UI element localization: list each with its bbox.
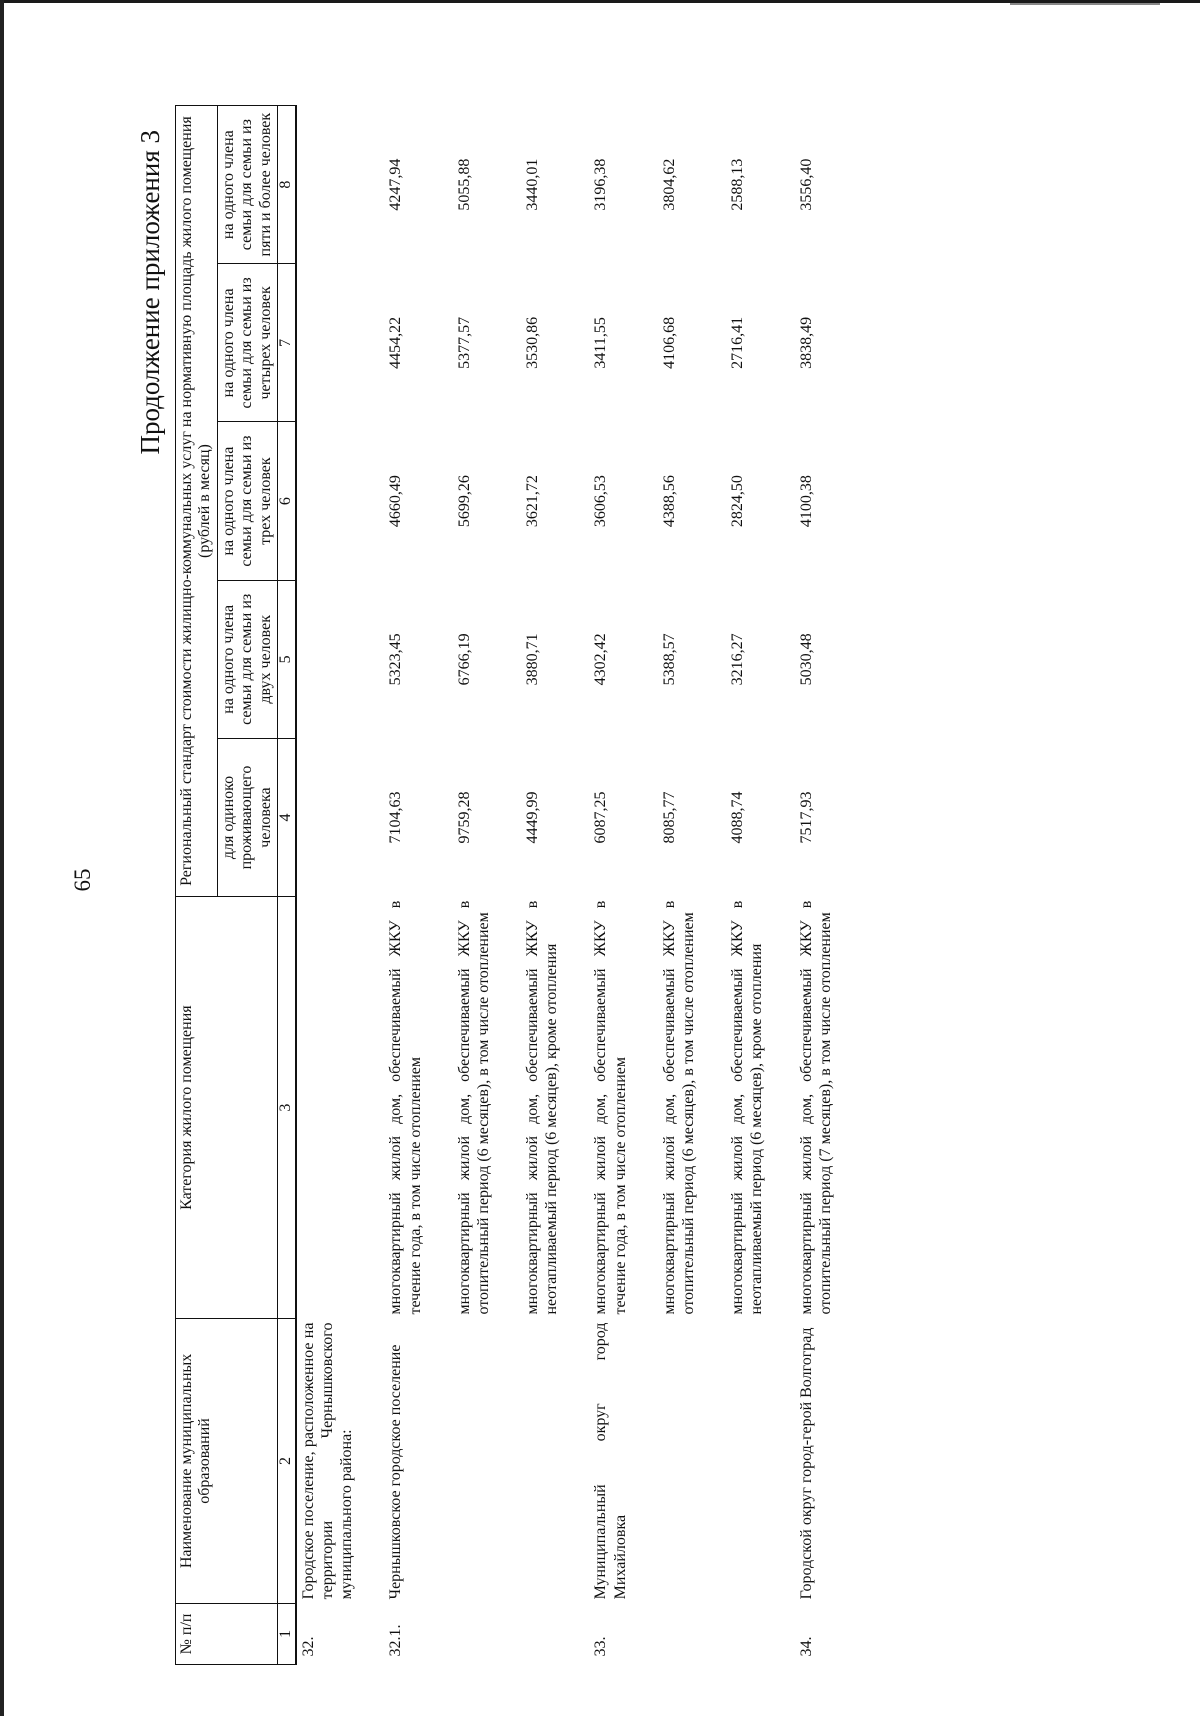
row-spacer bbox=[427, 106, 453, 1665]
row-spacer bbox=[632, 106, 658, 1665]
row-value-cell: 7517,93 bbox=[797, 791, 815, 844]
row-value-cell: 4388,56 bbox=[660, 475, 678, 528]
row-municipality bbox=[726, 1319, 768, 1604]
column-number: 1 bbox=[277, 1603, 295, 1664]
row-spacer bbox=[563, 106, 589, 1665]
page-number: 65 bbox=[70, 868, 95, 892]
rotated-document-page bbox=[50, 70, 1170, 1690]
row-value-cell: 3880,71 bbox=[524, 633, 542, 686]
header-col8: на одного члена семьи для семьи из пяти и более человек bbox=[217, 106, 277, 264]
row-category bbox=[296, 897, 359, 1319]
row-value-cell: 3838,49 bbox=[797, 316, 815, 369]
row-value-cell: 4454,22 bbox=[387, 316, 405, 369]
header-standard-title: Региональный стандарт стоимости жилищно-коммунальных услуг на нормативную площадь жилого помещения bbox=[178, 116, 195, 886]
row-value-cell bbox=[296, 422, 359, 580]
table-row bbox=[658, 106, 700, 1665]
row-spacer bbox=[358, 106, 384, 1665]
row-value-cell: 9759,28 bbox=[455, 791, 473, 844]
row-number: 32. bbox=[299, 1636, 317, 1657]
row-value-cell: 2824,50 bbox=[729, 475, 747, 528]
header-col6: на одного члена семьи для семьи из трех человек bbox=[217, 422, 277, 580]
table-row bbox=[384, 106, 426, 1665]
row-value-cell: 5388,57 bbox=[660, 633, 678, 686]
row-spacer-cell bbox=[495, 106, 521, 1665]
row-spacer-cell bbox=[632, 106, 658, 1665]
row-value-cell: 4247,94 bbox=[387, 158, 405, 211]
row-category: многоквартирный жилой дом, обеспечиваемый ЖКУ в неотапливаемый период (6 месяцев), кроме отопления bbox=[524, 900, 561, 1315]
row-value-cell: 4302,42 bbox=[592, 633, 610, 686]
row-number: 32.1. bbox=[387, 1624, 405, 1657]
scan-border-fragment bbox=[1010, 3, 1160, 5]
row-municipality bbox=[521, 1319, 563, 1604]
row-municipality: Чернышковское городское поселение bbox=[387, 1344, 405, 1600]
row-spacer-cell bbox=[358, 106, 384, 1665]
row-value-cell: 4088,74 bbox=[729, 791, 747, 844]
row-number bbox=[453, 1603, 495, 1664]
row-value-cell: 5055,88 bbox=[455, 158, 473, 211]
row-spacer-cell bbox=[427, 106, 453, 1665]
row-value-cell: 3556,40 bbox=[797, 158, 815, 211]
header-col7: на одного члена семьи для семьи из четырех человек bbox=[217, 264, 277, 422]
row-value-cell: 3440,01 bbox=[524, 158, 542, 211]
column-number: 4 bbox=[277, 738, 295, 896]
row-value-cell: 3216,27 bbox=[729, 633, 747, 686]
row-value-cell: 5030,48 bbox=[797, 633, 815, 686]
row-municipality bbox=[453, 1319, 495, 1604]
row-value-cell: 5323,45 bbox=[387, 633, 405, 686]
column-number: 5 bbox=[277, 580, 295, 738]
table-row bbox=[795, 106, 837, 1665]
row-category: многоквартирный жилой дом, обеспечиваемый ЖКУ в неотапливаемый период (6 месяцев), кроме отопления bbox=[729, 900, 766, 1315]
header-standard-group bbox=[176, 106, 218, 897]
header-col4: для одиноко проживающего человека bbox=[217, 738, 277, 896]
row-value-cell bbox=[296, 106, 359, 264]
row-value-cell: 6087,25 bbox=[592, 791, 610, 844]
housing-cost-standard-table bbox=[175, 105, 837, 1665]
table-row bbox=[296, 106, 359, 1665]
row-value-cell: 4100,38 bbox=[797, 475, 815, 528]
row-number bbox=[521, 1603, 563, 1664]
row-value-cell: 2716,41 bbox=[729, 316, 747, 369]
row-value-cell bbox=[296, 264, 359, 422]
row-value-cell: 3804,62 bbox=[660, 158, 678, 211]
row-number: 34. bbox=[797, 1636, 815, 1657]
row-value-cell: 3621,72 bbox=[524, 475, 542, 528]
row-value-cell bbox=[296, 580, 359, 738]
table-header bbox=[176, 106, 296, 1665]
row-category: многоквартирный жилой дом, обеспечиваемый ЖКУ в отопительный период (6 месяцев), в том числе отоплением bbox=[455, 900, 492, 1315]
row-value-cell: 4106,68 bbox=[660, 316, 678, 369]
row-value-cell bbox=[296, 738, 359, 896]
row-value-cell: 3196,38 bbox=[592, 158, 610, 211]
row-value-cell: 4449,99 bbox=[524, 791, 542, 844]
row-category: многоквартирный жилой дом, обеспечиваемый ЖКУ в отопительный период (7 месяцев), в том числе отоплением bbox=[797, 900, 834, 1315]
row-value-cell: 7104,63 bbox=[387, 791, 405, 844]
row-value-cell: 3411,55 bbox=[592, 317, 610, 369]
row-municipality: Городское поселение, расположенное на территории Чернышковского муниципального района: bbox=[299, 1322, 356, 1600]
table-row bbox=[521, 106, 563, 1665]
table-row bbox=[589, 106, 631, 1665]
row-spacer bbox=[769, 106, 795, 1665]
row-value-cell: 5377,57 bbox=[455, 316, 473, 369]
row-spacer-cell bbox=[700, 106, 726, 1665]
header-col5: на одного члена семьи для семьи из двух человек bbox=[217, 580, 277, 738]
row-value-cell: 3530,86 bbox=[524, 316, 542, 369]
table-row bbox=[726, 106, 768, 1665]
scan-border-left bbox=[0, 0, 4, 1716]
row-category: многоквартирный жилой дом, обеспечиваемый ЖКУ в течение года, в том числе отоплением bbox=[592, 900, 629, 1315]
row-spacer bbox=[700, 106, 726, 1665]
row-value-cell: 3606,53 bbox=[592, 475, 610, 528]
header-unit: (рублей в месяц) bbox=[196, 444, 214, 558]
row-number: 33. bbox=[592, 1636, 610, 1657]
table-row bbox=[453, 106, 495, 1665]
row-value-cell: 4660,49 bbox=[387, 475, 405, 528]
row-spacer-cell bbox=[563, 106, 589, 1665]
column-number: 2 bbox=[277, 1319, 295, 1604]
column-number: 8 bbox=[277, 106, 295, 264]
row-spacer bbox=[495, 106, 521, 1665]
row-spacer-cell bbox=[769, 106, 795, 1665]
row-category: многоквартирный жилой дом, обеспечиваемый ЖКУ в отопительный период (6 месяцев), в том числе отоплением bbox=[660, 900, 697, 1315]
row-municipality: Городской округ город-герой Волгоград bbox=[797, 1327, 815, 1600]
row-municipality bbox=[658, 1319, 700, 1604]
row-value-cell: 2588,13 bbox=[729, 158, 747, 211]
column-number: 3 bbox=[277, 897, 295, 1319]
appendix-continuation-note: Продолжение приложения 3 bbox=[135, 130, 165, 455]
row-value-cell: 6766,19 bbox=[455, 633, 473, 686]
row-number bbox=[726, 1603, 768, 1664]
header-category: Категория жилого помещения bbox=[176, 897, 278, 1319]
column-number: 6 bbox=[277, 422, 295, 580]
column-number: 7 bbox=[277, 264, 295, 422]
row-municipality: Муниципальный округ город Михайловка bbox=[592, 1322, 629, 1600]
header-number: № п/п bbox=[176, 1603, 278, 1664]
row-value-cell: 5699,26 bbox=[455, 475, 473, 528]
header-municipality: Наименование муниципальных образований bbox=[176, 1319, 278, 1604]
table-body bbox=[296, 106, 837, 1665]
row-value-cell: 8085,77 bbox=[660, 791, 678, 844]
row-number bbox=[658, 1603, 700, 1664]
column-number-row bbox=[277, 106, 295, 1665]
row-category: многоквартирный жилой дом, обеспечиваемый ЖКУ в течение года, в том числе отоплением bbox=[387, 900, 424, 1315]
